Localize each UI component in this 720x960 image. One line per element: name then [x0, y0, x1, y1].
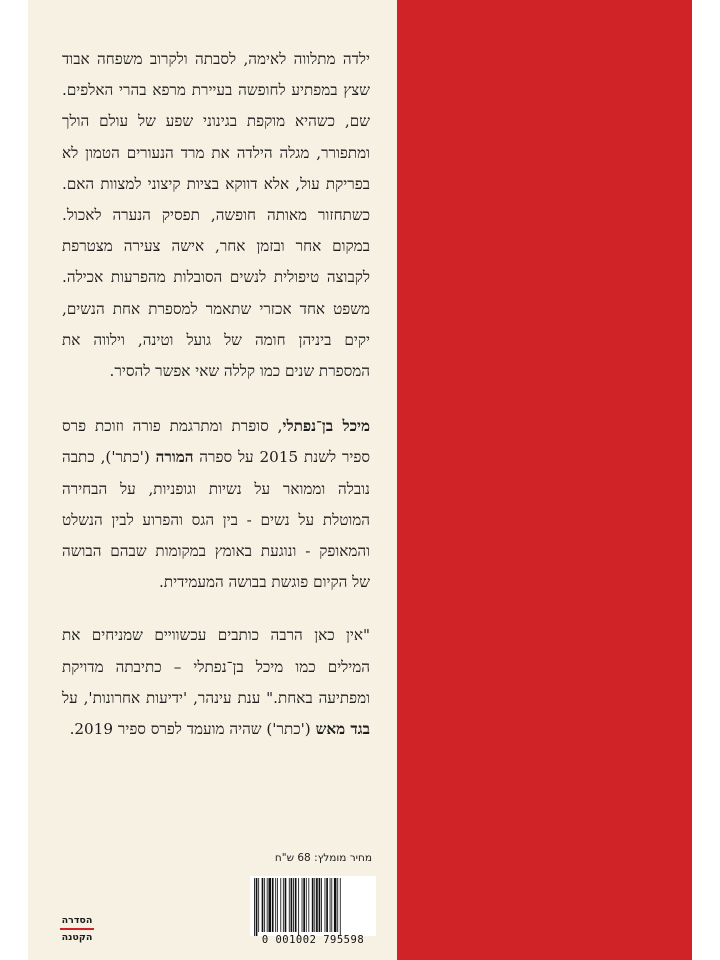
- publisher-line-2: הקטנה: [61, 932, 93, 943]
- book-title-begged-meesh: בגד מאש: [315, 720, 370, 739]
- barcode-bar: [340, 878, 341, 936]
- barcode-bar: [293, 878, 294, 932]
- synopsis-line: בפריקת עול, אלא דווקא בציות קיצוני למצוות האם.: [62, 174, 370, 193]
- author-line-2-pre: ספיר לשנת 2015 על ספרה: [193, 448, 370, 467]
- blurb-paragraph-synopsis: [62, 44, 370, 387]
- barcode-bar: [295, 878, 297, 932]
- quote-line: "אין כאן הרבה כותבים עכשוויים שמניחים את: [62, 626, 370, 645]
- author-line-2-post: ('כתר'), כתבה: [62, 448, 156, 467]
- author-name: מיכל בן־נפתלי: [282, 417, 370, 436]
- barcode-bar: [280, 878, 281, 932]
- red-panel: [397, 0, 692, 960]
- book-title-hamora: המורה: [155, 448, 194, 467]
- author-line-1: [62, 411, 370, 442]
- barcode-bar: [291, 878, 293, 932]
- synopsis-line: לקבוצה טיפולית לנשים הסובלות מהפרעות אכילה.: [62, 268, 370, 287]
- price-label: מחיר מומלץ: 68 ש"ח: [274, 852, 372, 864]
- synopsis-line: כשתחזור מאותה חופשה, תפסיק הנערה לאכול.: [62, 206, 370, 225]
- barcode-bar: [275, 878, 276, 932]
- blurb-column: [62, 44, 370, 745]
- barcode-bar: [308, 878, 309, 932]
- publisher-logo: [60, 914, 94, 944]
- barcode-bar: [337, 878, 338, 932]
- blurb-paragraph-quote: [62, 620, 370, 745]
- barcode-bar: [334, 878, 337, 932]
- barcode-bar: [277, 878, 278, 932]
- synopsis-line: יקים ביניהן חומה של גועל וטינה, וילווה את: [62, 330, 370, 349]
- barcode-bar: [321, 878, 322, 932]
- barcode-bar: [262, 878, 264, 932]
- quote-line-last-text: ('כתר') שהיה מועמד לפרס ספיר 2019.: [69, 720, 316, 739]
- barcode-bar: [298, 878, 299, 936]
- author-line-2: [62, 442, 370, 473]
- barcode-bar: [289, 878, 290, 932]
- author-line: של הקיום פוגשת בבושה המעמידית.: [159, 573, 370, 592]
- author-line: והמאופק - ונוגעת באומץ במקומות שבהם הבושה: [62, 542, 370, 561]
- quote-line: ומפתיעה באחת." ענת עינהר, 'ידיעות אחרונות', על: [62, 688, 370, 707]
- barcode-number: 0 001002 795598: [261, 934, 365, 946]
- barcode-bar: [331, 878, 332, 932]
- barcode-bar: [326, 878, 328, 932]
- author-line: נובלה וממואר על נשיות וגופניות, על הבחירה: [62, 479, 370, 498]
- synopsis-line: ומתפורר, מגלה הילדה את מרד הנעורים הטמון לא: [62, 143, 370, 162]
- synopsis-line: שצץ במפתיע לחופשה בעיירת מרפא בהרי האלפים.: [62, 81, 370, 100]
- publisher-line-1: הסדרה: [61, 915, 93, 926]
- blurb-paragraph-author: [62, 411, 370, 598]
- quote-line-last: [62, 714, 370, 745]
- barcode-bar: [314, 878, 315, 932]
- barcode-bar: [303, 878, 305, 932]
- author-line-1-text: , סופרת ומתרגמת פורה וזוכת פרס: [62, 417, 283, 436]
- left-margin: [0, 0, 28, 960]
- synopsis-line: המספרת שנים כמו קללה שאי אפשר להסיר.: [109, 362, 370, 381]
- barcode-bar: [272, 878, 274, 932]
- barcode-bar: [319, 878, 321, 932]
- synopsis-line: ילדה מתלווה לאימה, לסבתה ולקרוב משפחה אבוד: [62, 50, 370, 68]
- barcode: [250, 876, 376, 936]
- barcode-bar: [330, 878, 331, 932]
- barcode-bar: [254, 878, 255, 936]
- barcode-bar: [285, 878, 287, 932]
- barcode-bar: [312, 878, 314, 932]
- barcode-bar: [258, 878, 259, 932]
- right-margin: [692, 0, 720, 960]
- barcode-bar: [325, 878, 326, 932]
- barcode-bar: [283, 878, 284, 932]
- barcode-bar: [267, 878, 268, 932]
- author-line: המוטלת על נשים - בין הגס והפרוע לבין הנשלט: [62, 510, 370, 529]
- quote-line: המילים כמו מיכל בן־נפתלי – כתיבתה מדויקת: [62, 657, 370, 676]
- barcode-bar: [264, 878, 265, 932]
- synopsis-line: משפט אחד אכזרי שתאמר למספרת אחת הנשים,: [62, 299, 370, 318]
- synopsis-line: במקום אחר ובזמן אחר, אישה צעירה מצטרפת: [62, 237, 370, 256]
- synopsis-line: שם, כשהיא מוקפת בגינוני שפע של עולם הולך: [62, 112, 370, 131]
- barcode-bar: [306, 878, 307, 932]
- barcode-bar: [302, 878, 303, 932]
- barcode-bar: [268, 878, 271, 932]
- barcode-bar: [256, 878, 258, 936]
- publisher-logo-bar: [60, 928, 94, 930]
- barcode-bar: [316, 878, 318, 932]
